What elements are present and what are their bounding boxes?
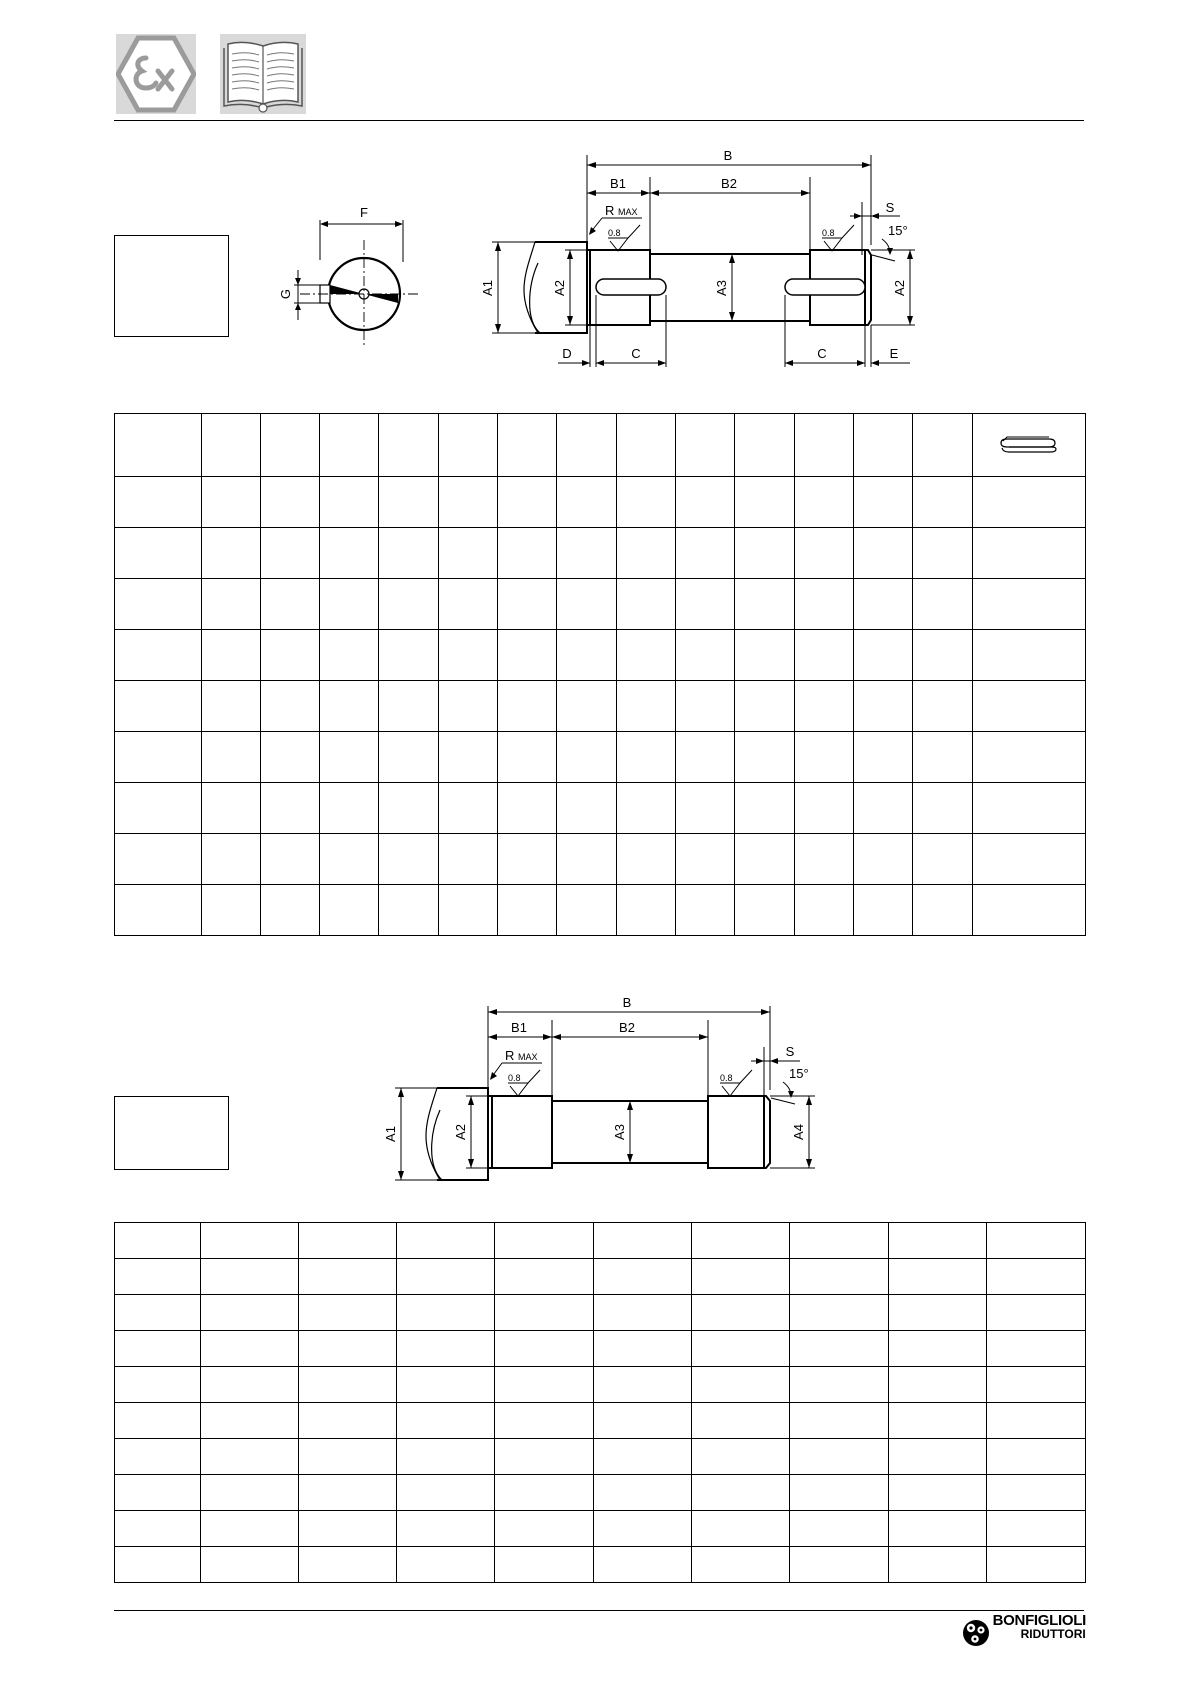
model-label-box-top	[114, 235, 229, 337]
brand-sub: RIDUTTORI	[1020, 1627, 1086, 1641]
dimensions-table-keyed	[114, 413, 1086, 936]
table-row	[115, 681, 1086, 732]
dim-label-R: R	[505, 1048, 515, 1063]
table-row	[115, 1475, 1086, 1511]
table-row	[115, 834, 1086, 885]
table-header-row	[115, 414, 1086, 477]
dim-label-angle: 15°	[789, 1066, 809, 1081]
table-row	[115, 1403, 1086, 1439]
table-row	[115, 1331, 1086, 1367]
table-row	[115, 1547, 1086, 1583]
open-book-icon	[220, 34, 306, 114]
dim-label-rmax: MAX	[518, 1052, 538, 1062]
dim-label-B1: B1	[511, 1020, 527, 1035]
table-row	[115, 783, 1086, 834]
roughness-right: 0.8	[822, 228, 835, 238]
ex-atex-icon	[116, 34, 196, 114]
model-label-box-bottom	[114, 1096, 229, 1170]
roughness-left: 0.8	[608, 228, 621, 238]
dim-label-B1: B1	[610, 176, 626, 191]
bonfiglioli-gears-icon	[962, 1618, 990, 1648]
table-row	[115, 1511, 1086, 1547]
header-rule	[114, 120, 1084, 121]
dim-label-A3: A3	[714, 280, 729, 296]
dim-label-A1: A1	[480, 280, 495, 296]
dim-label-B2: B2	[619, 1020, 635, 1035]
table-row	[115, 1367, 1086, 1403]
dim-label-B: B	[723, 148, 733, 163]
dim-label-D: D	[562, 346, 572, 361]
roughness-right: 0.8	[720, 1073, 733, 1083]
shaft-drawing-with-keyways	[470, 145, 950, 375]
table-row	[115, 579, 1086, 630]
dimensions-table-plain	[114, 1222, 1086, 1583]
dim-label-A2: A2	[453, 1124, 468, 1140]
shaft-drawing-plain	[365, 990, 825, 1190]
dim-label-rmax: MAX	[618, 207, 638, 217]
dim-label-S: S	[885, 200, 895, 215]
dim-label-A2-right: A2	[892, 280, 907, 296]
table-row	[115, 630, 1086, 681]
table-row	[115, 477, 1086, 528]
table-row	[115, 1295, 1086, 1331]
table-header-row	[115, 1223, 1086, 1259]
brand-block	[993, 1613, 1086, 1641]
shaft-cross-section	[270, 200, 420, 350]
dim-label-B: B	[622, 995, 632, 1010]
brand-name: BONFIGLIOLI	[992, 1612, 1086, 1629]
dim-label-R: R	[605, 203, 615, 218]
roughness-left: 0.8	[508, 1073, 521, 1083]
table-row	[115, 885, 1086, 936]
dim-label-A4: A4	[791, 1124, 806, 1140]
dim-label-A3: A3	[612, 1124, 627, 1140]
table-row	[115, 732, 1086, 783]
dim-label-G: G	[278, 288, 293, 300]
footer-rule	[114, 1610, 1084, 1611]
dim-label-A2-left: A2	[552, 280, 567, 296]
dim-label-A1: A1	[383, 1126, 398, 1142]
table-row	[115, 1439, 1086, 1475]
dim-label-E: E	[889, 346, 899, 361]
dim-label-F: F	[360, 205, 368, 220]
table-row	[115, 1259, 1086, 1295]
dim-label-C-right: C	[817, 346, 827, 361]
key-icon	[999, 431, 1059, 455]
dim-label-B2: B2	[721, 176, 737, 191]
dim-label-angle: 15°	[888, 223, 908, 238]
table-row	[115, 528, 1086, 579]
dim-label-S: S	[785, 1044, 795, 1059]
dim-label-C-left: C	[631, 346, 641, 361]
